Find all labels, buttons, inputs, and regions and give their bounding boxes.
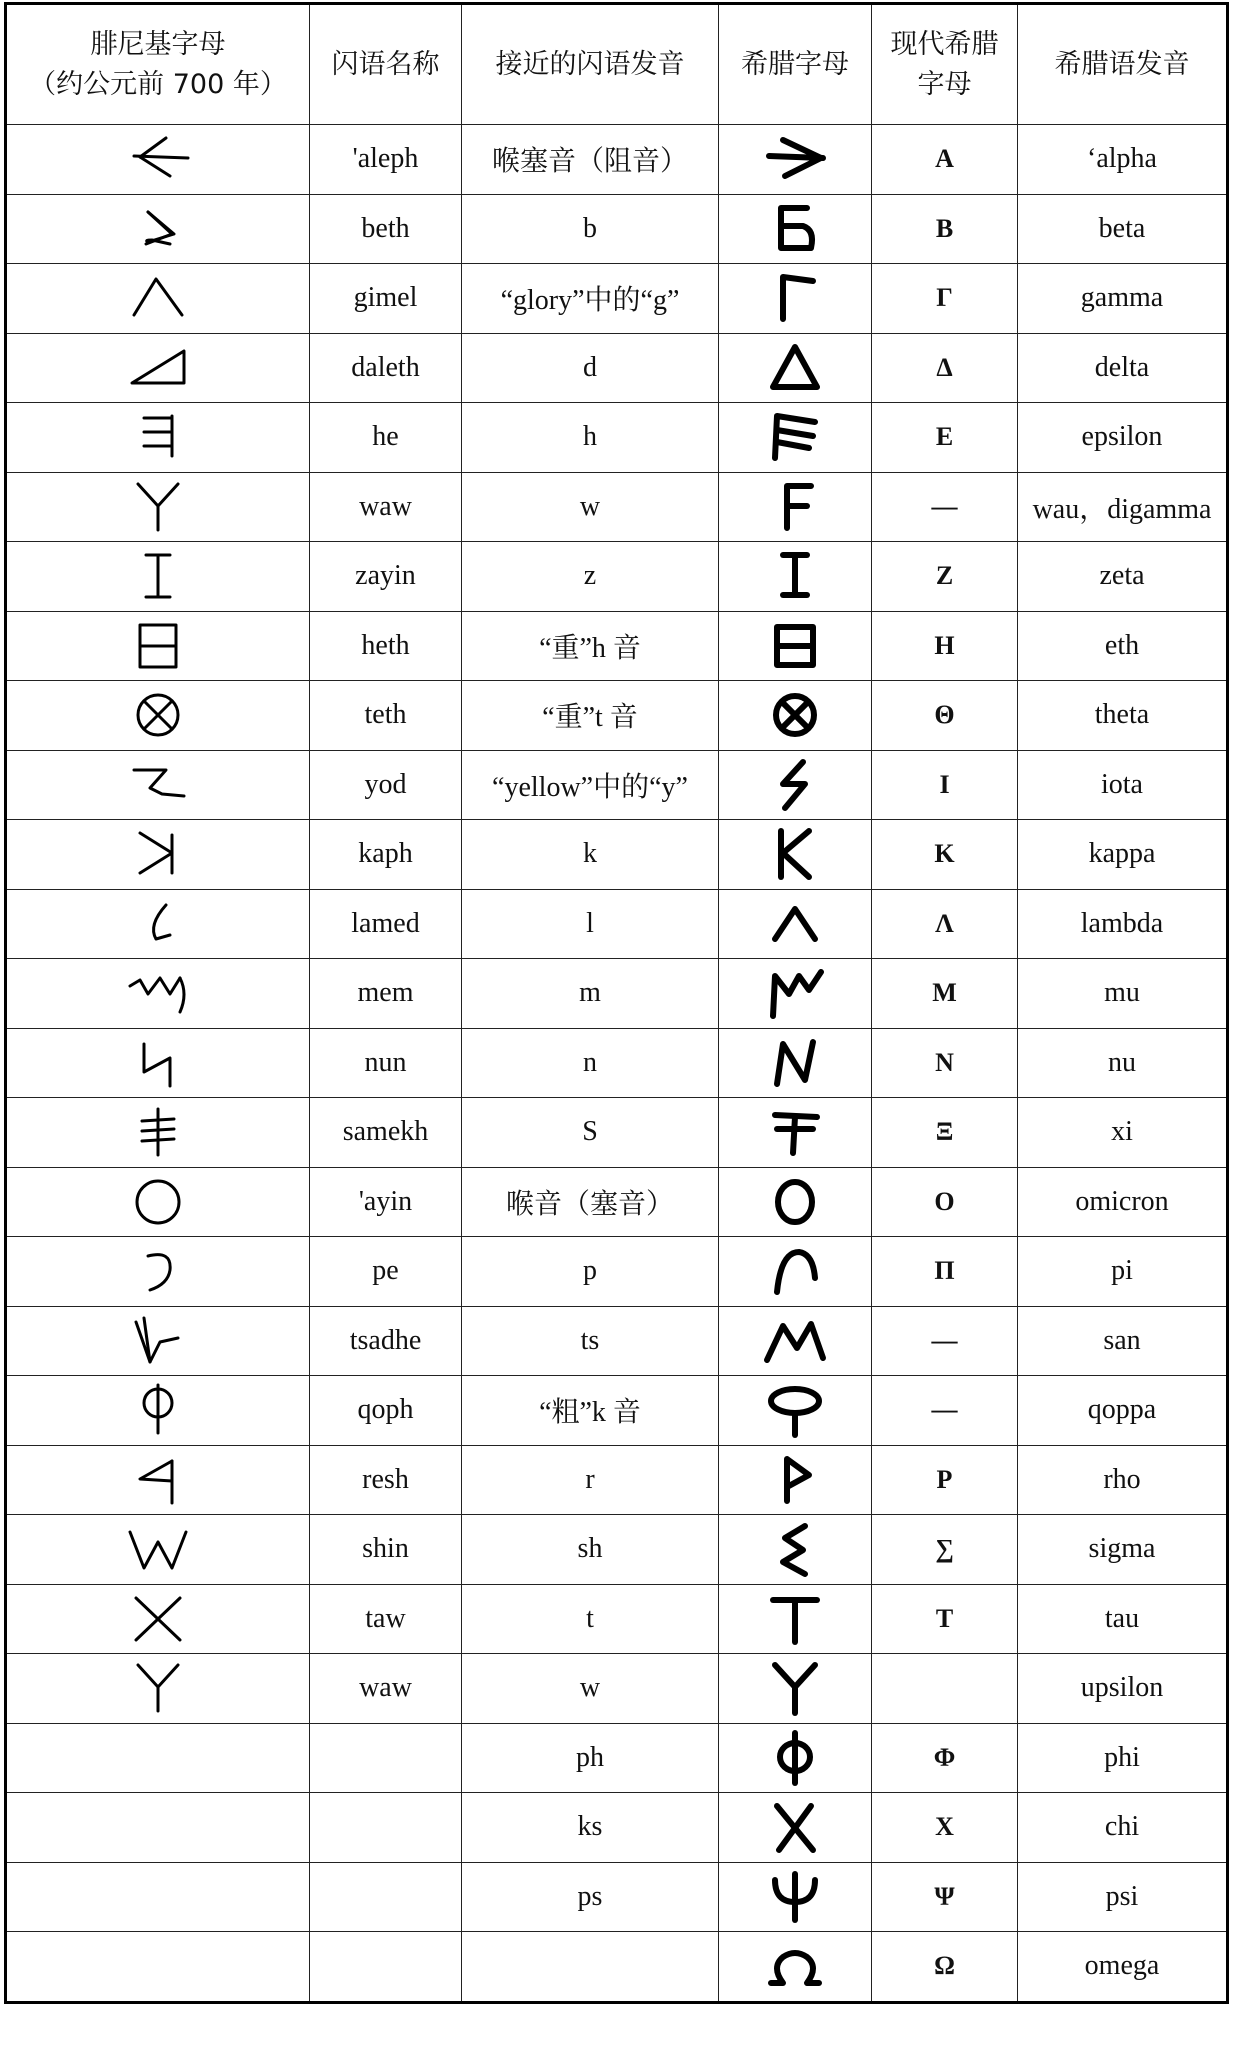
semitic-sound-cell: “粗”k 音 xyxy=(462,1376,719,1446)
semitic-name-cell xyxy=(310,1793,462,1863)
semitic-sound-cell: 喉音（塞音） xyxy=(462,1167,719,1237)
phoenician-cell xyxy=(6,889,310,959)
archaic-theta-glyph xyxy=(763,686,827,744)
semitic-sound-cell xyxy=(462,1932,719,2003)
phoenician-cell xyxy=(6,681,310,751)
phoenician-cell xyxy=(6,1028,310,1098)
greek-sound-cell: pi xyxy=(1018,1237,1228,1307)
semitic-name-cell: yod xyxy=(310,750,462,820)
phoenician-cell xyxy=(6,1237,310,1307)
omicron-glyph xyxy=(763,1173,827,1231)
modern-greek-cell: Ξ xyxy=(872,1098,1018,1168)
modern-greek-cell: Δ xyxy=(872,333,1018,403)
greek-letter-cell xyxy=(719,542,872,612)
archaic-iota-glyph xyxy=(763,756,827,814)
yod-glyph xyxy=(126,756,190,814)
modern-greek-cell: M xyxy=(872,959,1018,1029)
greek-letter-cell xyxy=(719,403,872,473)
modern-greek-cell: B xyxy=(872,194,1018,264)
table-row xyxy=(6,1098,1228,1168)
phoenician-cell xyxy=(6,1167,310,1237)
modern-greek-cell: Λ xyxy=(872,889,1018,959)
greek-letter-cell xyxy=(719,1654,872,1724)
table-row xyxy=(6,1306,1228,1376)
semitic-name-cell: resh xyxy=(310,1445,462,1515)
table-row xyxy=(6,750,1228,820)
table-row xyxy=(6,403,1228,473)
semitic-name-cell: samekh xyxy=(310,1098,462,1168)
phoenician-cell xyxy=(6,820,310,890)
phoenician-cell xyxy=(6,1723,310,1793)
greek-sound-cell: kappa xyxy=(1018,820,1228,890)
archaic-epsilon-glyph xyxy=(763,408,827,466)
semitic-name-cell xyxy=(310,1723,462,1793)
greek-sound-cell: ‘alpha xyxy=(1018,125,1228,195)
phoenician-cell xyxy=(6,194,310,264)
phoenician-cell xyxy=(6,1584,310,1654)
modern-greek-cell: Φ xyxy=(872,1723,1018,1793)
phoenician-cell xyxy=(6,1932,310,2003)
he-glyph xyxy=(126,408,190,466)
semitic-sound-cell: z xyxy=(462,542,719,612)
greek-sound-cell: theta xyxy=(1018,681,1228,751)
archaic-nu-glyph xyxy=(763,1034,827,1092)
table-row xyxy=(6,1793,1228,1863)
phoenician-cell xyxy=(6,1098,310,1168)
gamma-glyph xyxy=(763,269,827,327)
greek-letter-cell xyxy=(719,264,872,334)
semitic-name-cell: mem xyxy=(310,959,462,1029)
greek-letter-cell xyxy=(719,1862,872,1932)
semitic-name-cell: waw xyxy=(310,472,462,542)
modern-greek-cell: — xyxy=(872,1306,1018,1376)
archaic-sigma-glyph xyxy=(763,1520,827,1578)
aleph-glyph xyxy=(126,130,190,188)
greek-sound-cell: xi xyxy=(1018,1098,1228,1168)
greek-sound-cell: beta xyxy=(1018,194,1228,264)
phoenician-cell xyxy=(6,750,310,820)
phoenician-cell xyxy=(6,1306,310,1376)
modern-greek-cell: N xyxy=(872,1028,1018,1098)
delta-glyph xyxy=(763,339,827,397)
semitic-name-cell: gimel xyxy=(310,264,462,334)
qoppa-glyph xyxy=(763,1381,827,1439)
mem-glyph xyxy=(126,964,190,1022)
greek-letter-cell xyxy=(719,750,872,820)
modern-greek-cell xyxy=(872,1654,1018,1724)
greek-letter-cell xyxy=(719,1098,872,1168)
header-greek-sound xyxy=(1018,4,1228,125)
semitic-name-cell: nun xyxy=(310,1028,462,1098)
table-row xyxy=(6,1376,1228,1446)
semitic-name-cell: qoph xyxy=(310,1376,462,1446)
greek-letter-cell xyxy=(719,1793,872,1863)
modern-greek-cell: Ω xyxy=(872,1932,1018,2003)
semitic-name-cell: heth xyxy=(310,611,462,681)
semitic-name-cell xyxy=(310,1862,462,1932)
semitic-sound-cell: w xyxy=(462,472,719,542)
semitic-name-cell: kaph xyxy=(310,820,462,890)
greek-letter-cell xyxy=(719,1723,872,1793)
semitic-sound-cell: “重”t 音 xyxy=(462,681,719,751)
phoenician-cell xyxy=(6,1376,310,1446)
phoenician-cell xyxy=(6,959,310,1029)
table-row xyxy=(6,1028,1228,1098)
greek-letter-cell xyxy=(719,889,872,959)
table-row xyxy=(6,333,1228,403)
semitic-sound-cell: “yellow”中的“y” xyxy=(462,750,719,820)
table-row xyxy=(6,1932,1228,2003)
greek-letter-cell xyxy=(719,333,872,403)
kaph-glyph xyxy=(126,825,190,883)
taw-glyph xyxy=(126,1590,190,1648)
greek-sound-cell: upsilon xyxy=(1018,1654,1228,1724)
kappa-glyph xyxy=(763,825,827,883)
greek-letter-cell xyxy=(719,1237,872,1307)
modern-greek-cell: Z xyxy=(872,542,1018,612)
greek-sound-cell: san xyxy=(1018,1306,1228,1376)
heth-glyph xyxy=(126,617,190,675)
semitic-name-cell xyxy=(310,1932,462,2003)
modern-greek-cell: X xyxy=(872,1793,1018,1863)
table-row xyxy=(6,472,1228,542)
greek-sound-cell: qoppa xyxy=(1018,1376,1228,1446)
phoenician-cell xyxy=(6,125,310,195)
nun-glyph xyxy=(126,1034,190,1092)
archaic-zeta-glyph xyxy=(763,547,827,605)
beth-glyph xyxy=(126,200,190,258)
semitic-sound-cell: t xyxy=(462,1584,719,1654)
lamed-glyph xyxy=(126,895,190,953)
daleth-glyph xyxy=(126,339,190,397)
table-row xyxy=(6,264,1228,334)
samekh-glyph xyxy=(126,1103,190,1161)
greek-letter-cell xyxy=(719,820,872,890)
waw-glyph xyxy=(126,478,190,536)
semitic-name-cell: tsadhe xyxy=(310,1306,462,1376)
archaic-eta-glyph xyxy=(763,617,827,675)
semitic-sound-cell: b xyxy=(462,194,719,264)
table-row xyxy=(6,1237,1228,1307)
header-semitic-sound xyxy=(462,4,719,125)
greek-letter-cell xyxy=(719,1584,872,1654)
chi-glyph xyxy=(763,1798,827,1856)
greek-sound-cell: psi xyxy=(1018,1862,1228,1932)
phoenician-cell xyxy=(6,333,310,403)
archaic-beta-glyph xyxy=(763,200,827,258)
phoenician-cell xyxy=(6,1515,310,1585)
shin-glyph xyxy=(126,1520,190,1578)
alphabet-table xyxy=(4,2,1229,2004)
table-row xyxy=(6,1167,1228,1237)
semitic-name-cell: beth xyxy=(310,194,462,264)
greek-letter-cell xyxy=(719,1932,872,2003)
table-row xyxy=(6,820,1228,890)
semitic-sound-cell: ts xyxy=(462,1306,719,1376)
table-row xyxy=(6,542,1228,612)
teth-glyph xyxy=(126,686,190,744)
qoph-glyph xyxy=(126,1381,190,1439)
semitic-name-cell: daleth xyxy=(310,333,462,403)
greek-sound-cell: rho xyxy=(1018,1445,1228,1515)
greek-sound-cell: sigma xyxy=(1018,1515,1228,1585)
semitic-name-cell: teth xyxy=(310,681,462,751)
table-row xyxy=(6,611,1228,681)
semitic-sound-cell: ph xyxy=(462,1723,719,1793)
semitic-sound-cell: S xyxy=(462,1098,719,1168)
semitic-name-cell: taw xyxy=(310,1584,462,1654)
greek-sound-cell: mu xyxy=(1018,959,1228,1029)
phoenician-cell xyxy=(6,542,310,612)
modern-greek-cell: Π xyxy=(872,1237,1018,1307)
semitic-sound-cell: 喉塞音（阻音） xyxy=(462,125,719,195)
archaic-rho-glyph xyxy=(763,1451,827,1509)
gimel-glyph xyxy=(126,269,190,327)
semitic-name-cell: shin xyxy=(310,1515,462,1585)
table-row xyxy=(6,889,1228,959)
header-greek-letter-label: 希腊字母 xyxy=(741,48,849,80)
greek-letter-cell xyxy=(719,194,872,264)
greek-sound-cell: nu xyxy=(1018,1028,1228,1098)
archaic-pi-glyph xyxy=(763,1242,827,1300)
greek-sound-cell: iota xyxy=(1018,750,1228,820)
phoenician-cell xyxy=(6,472,310,542)
modern-greek-cell: T xyxy=(872,1584,1018,1654)
modern-greek-cell: Θ xyxy=(872,681,1018,751)
greek-sound-cell: tau xyxy=(1018,1584,1228,1654)
semitic-name-cell: waw xyxy=(310,1654,462,1724)
semitic-sound-cell: p xyxy=(462,1237,719,1307)
semitic-sound-cell: d xyxy=(462,333,719,403)
modern-greek-cell: K xyxy=(872,820,1018,890)
tau-glyph xyxy=(763,1590,827,1648)
greek-sound-cell: epsilon xyxy=(1018,403,1228,473)
semitic-sound-cell: sh xyxy=(462,1515,719,1585)
upsilon-glyph xyxy=(763,1659,827,1717)
greek-letter-cell xyxy=(719,681,872,751)
semitic-name-cell: pe xyxy=(310,1237,462,1307)
greek-letter-cell xyxy=(719,1306,872,1376)
greek-sound-cell: wau，digamma xyxy=(1018,472,1228,542)
greek-letter-cell xyxy=(719,472,872,542)
archaic-mu-glyph xyxy=(763,964,827,1022)
semitic-sound-cell: h xyxy=(462,403,719,473)
omega-glyph xyxy=(763,1937,827,1995)
table-row xyxy=(6,125,1228,195)
table-row xyxy=(6,194,1228,264)
table-row xyxy=(6,959,1228,1029)
semitic-name-cell: 'aleph xyxy=(310,125,462,195)
phoenician-cell xyxy=(6,403,310,473)
semitic-name-cell: lamed xyxy=(310,889,462,959)
header-phoenician xyxy=(6,4,310,125)
digamma-glyph xyxy=(763,478,827,536)
table-row xyxy=(6,1515,1228,1585)
semitic-sound-cell: ks xyxy=(462,1793,719,1863)
tsadhe-glyph xyxy=(126,1312,190,1370)
header-modern-greek xyxy=(872,4,1018,125)
header-modern-greek-label: 现代希腊 字母 xyxy=(890,28,999,100)
greek-letter-cell xyxy=(719,125,872,195)
greek-letter-cell xyxy=(719,1445,872,1515)
greek-sound-cell: omega xyxy=(1018,1932,1228,2003)
table-row xyxy=(6,1445,1228,1515)
semitic-sound-cell: “重”h 音 xyxy=(462,611,719,681)
ayin-glyph xyxy=(126,1173,190,1231)
greek-letter-cell xyxy=(719,1515,872,1585)
greek-letter-cell xyxy=(719,959,872,1029)
table-row xyxy=(6,1654,1228,1724)
table-row xyxy=(6,1584,1228,1654)
archaic-alpha-glyph xyxy=(763,130,827,188)
semitic-sound-cell: m xyxy=(462,959,719,1029)
greek-letter-cell xyxy=(719,1028,872,1098)
greek-sound-cell: eth xyxy=(1018,611,1228,681)
modern-greek-cell: Ψ xyxy=(872,1862,1018,1932)
phoenician-cell xyxy=(6,1654,310,1724)
semitic-name-cell: 'ayin xyxy=(310,1167,462,1237)
greek-letter-cell xyxy=(719,1167,872,1237)
semitic-name-cell: he xyxy=(310,403,462,473)
greek-sound-cell: zeta xyxy=(1018,542,1228,612)
semitic-sound-cell: w xyxy=(462,1654,719,1724)
modern-greek-cell: A xyxy=(872,125,1018,195)
phoenician-cell xyxy=(6,1445,310,1515)
phoenician-cell xyxy=(6,1793,310,1863)
table-row xyxy=(6,1723,1228,1793)
greek-sound-cell: chi xyxy=(1018,1793,1228,1863)
greek-sound-cell: omicron xyxy=(1018,1167,1228,1237)
table-row xyxy=(6,681,1228,751)
archaic-xi-glyph xyxy=(763,1103,827,1161)
modern-greek-cell: Γ xyxy=(872,264,1018,334)
phoenician-cell xyxy=(6,611,310,681)
phoenician-cell xyxy=(6,264,310,334)
modern-greek-cell: — xyxy=(872,1376,1018,1446)
resh-glyph xyxy=(126,1451,190,1509)
modern-greek-cell: E xyxy=(872,403,1018,473)
phi-glyph xyxy=(763,1729,827,1787)
san-glyph xyxy=(763,1312,827,1370)
table-row xyxy=(6,1862,1228,1932)
modern-greek-cell: P xyxy=(872,1445,1018,1515)
header-row xyxy=(6,4,1228,125)
greek-sound-cell: phi xyxy=(1018,1723,1228,1793)
semitic-sound-cell: l xyxy=(462,889,719,959)
greek-sound-cell: gamma xyxy=(1018,264,1228,334)
modern-greek-cell: O xyxy=(872,1167,1018,1237)
header-phoenician-label: 腓尼基字母 （约公元前 700 年） xyxy=(29,28,287,100)
greek-sound-cell: delta xyxy=(1018,333,1228,403)
greek-letter-cell xyxy=(719,1376,872,1446)
modern-greek-cell: I xyxy=(872,750,1018,820)
semitic-sound-cell: k xyxy=(462,820,719,890)
phoenician-cell xyxy=(6,1862,310,1932)
zayin-glyph xyxy=(126,547,190,605)
pe-glyph xyxy=(126,1242,190,1300)
modern-greek-cell: H xyxy=(872,611,1018,681)
modern-greek-cell: — xyxy=(872,472,1018,542)
header-semitic-name xyxy=(310,4,462,125)
modern-greek-cell: ∑ xyxy=(872,1515,1018,1585)
semitic-sound-cell: “glory”中的“g” xyxy=(462,264,719,334)
header-semitic-name-label: 闪语名称 xyxy=(331,48,440,80)
semitic-sound-cell: ps xyxy=(462,1862,719,1932)
greek-sound-cell: lambda xyxy=(1018,889,1228,959)
greek-letter-cell xyxy=(719,611,872,681)
header-greek-letter xyxy=(719,4,872,125)
semitic-name-cell: zayin xyxy=(310,542,462,612)
header-semitic-sound-label: 接近的闪语发音 xyxy=(495,48,685,80)
psi-glyph xyxy=(763,1868,827,1926)
header-greek-sound-label: 希腊语发音 xyxy=(1054,48,1190,80)
semitic-sound-cell: r xyxy=(462,1445,719,1515)
archaic-lambda-glyph xyxy=(763,895,827,953)
waw-glyph xyxy=(126,1659,190,1717)
semitic-sound-cell: n xyxy=(462,1028,719,1098)
